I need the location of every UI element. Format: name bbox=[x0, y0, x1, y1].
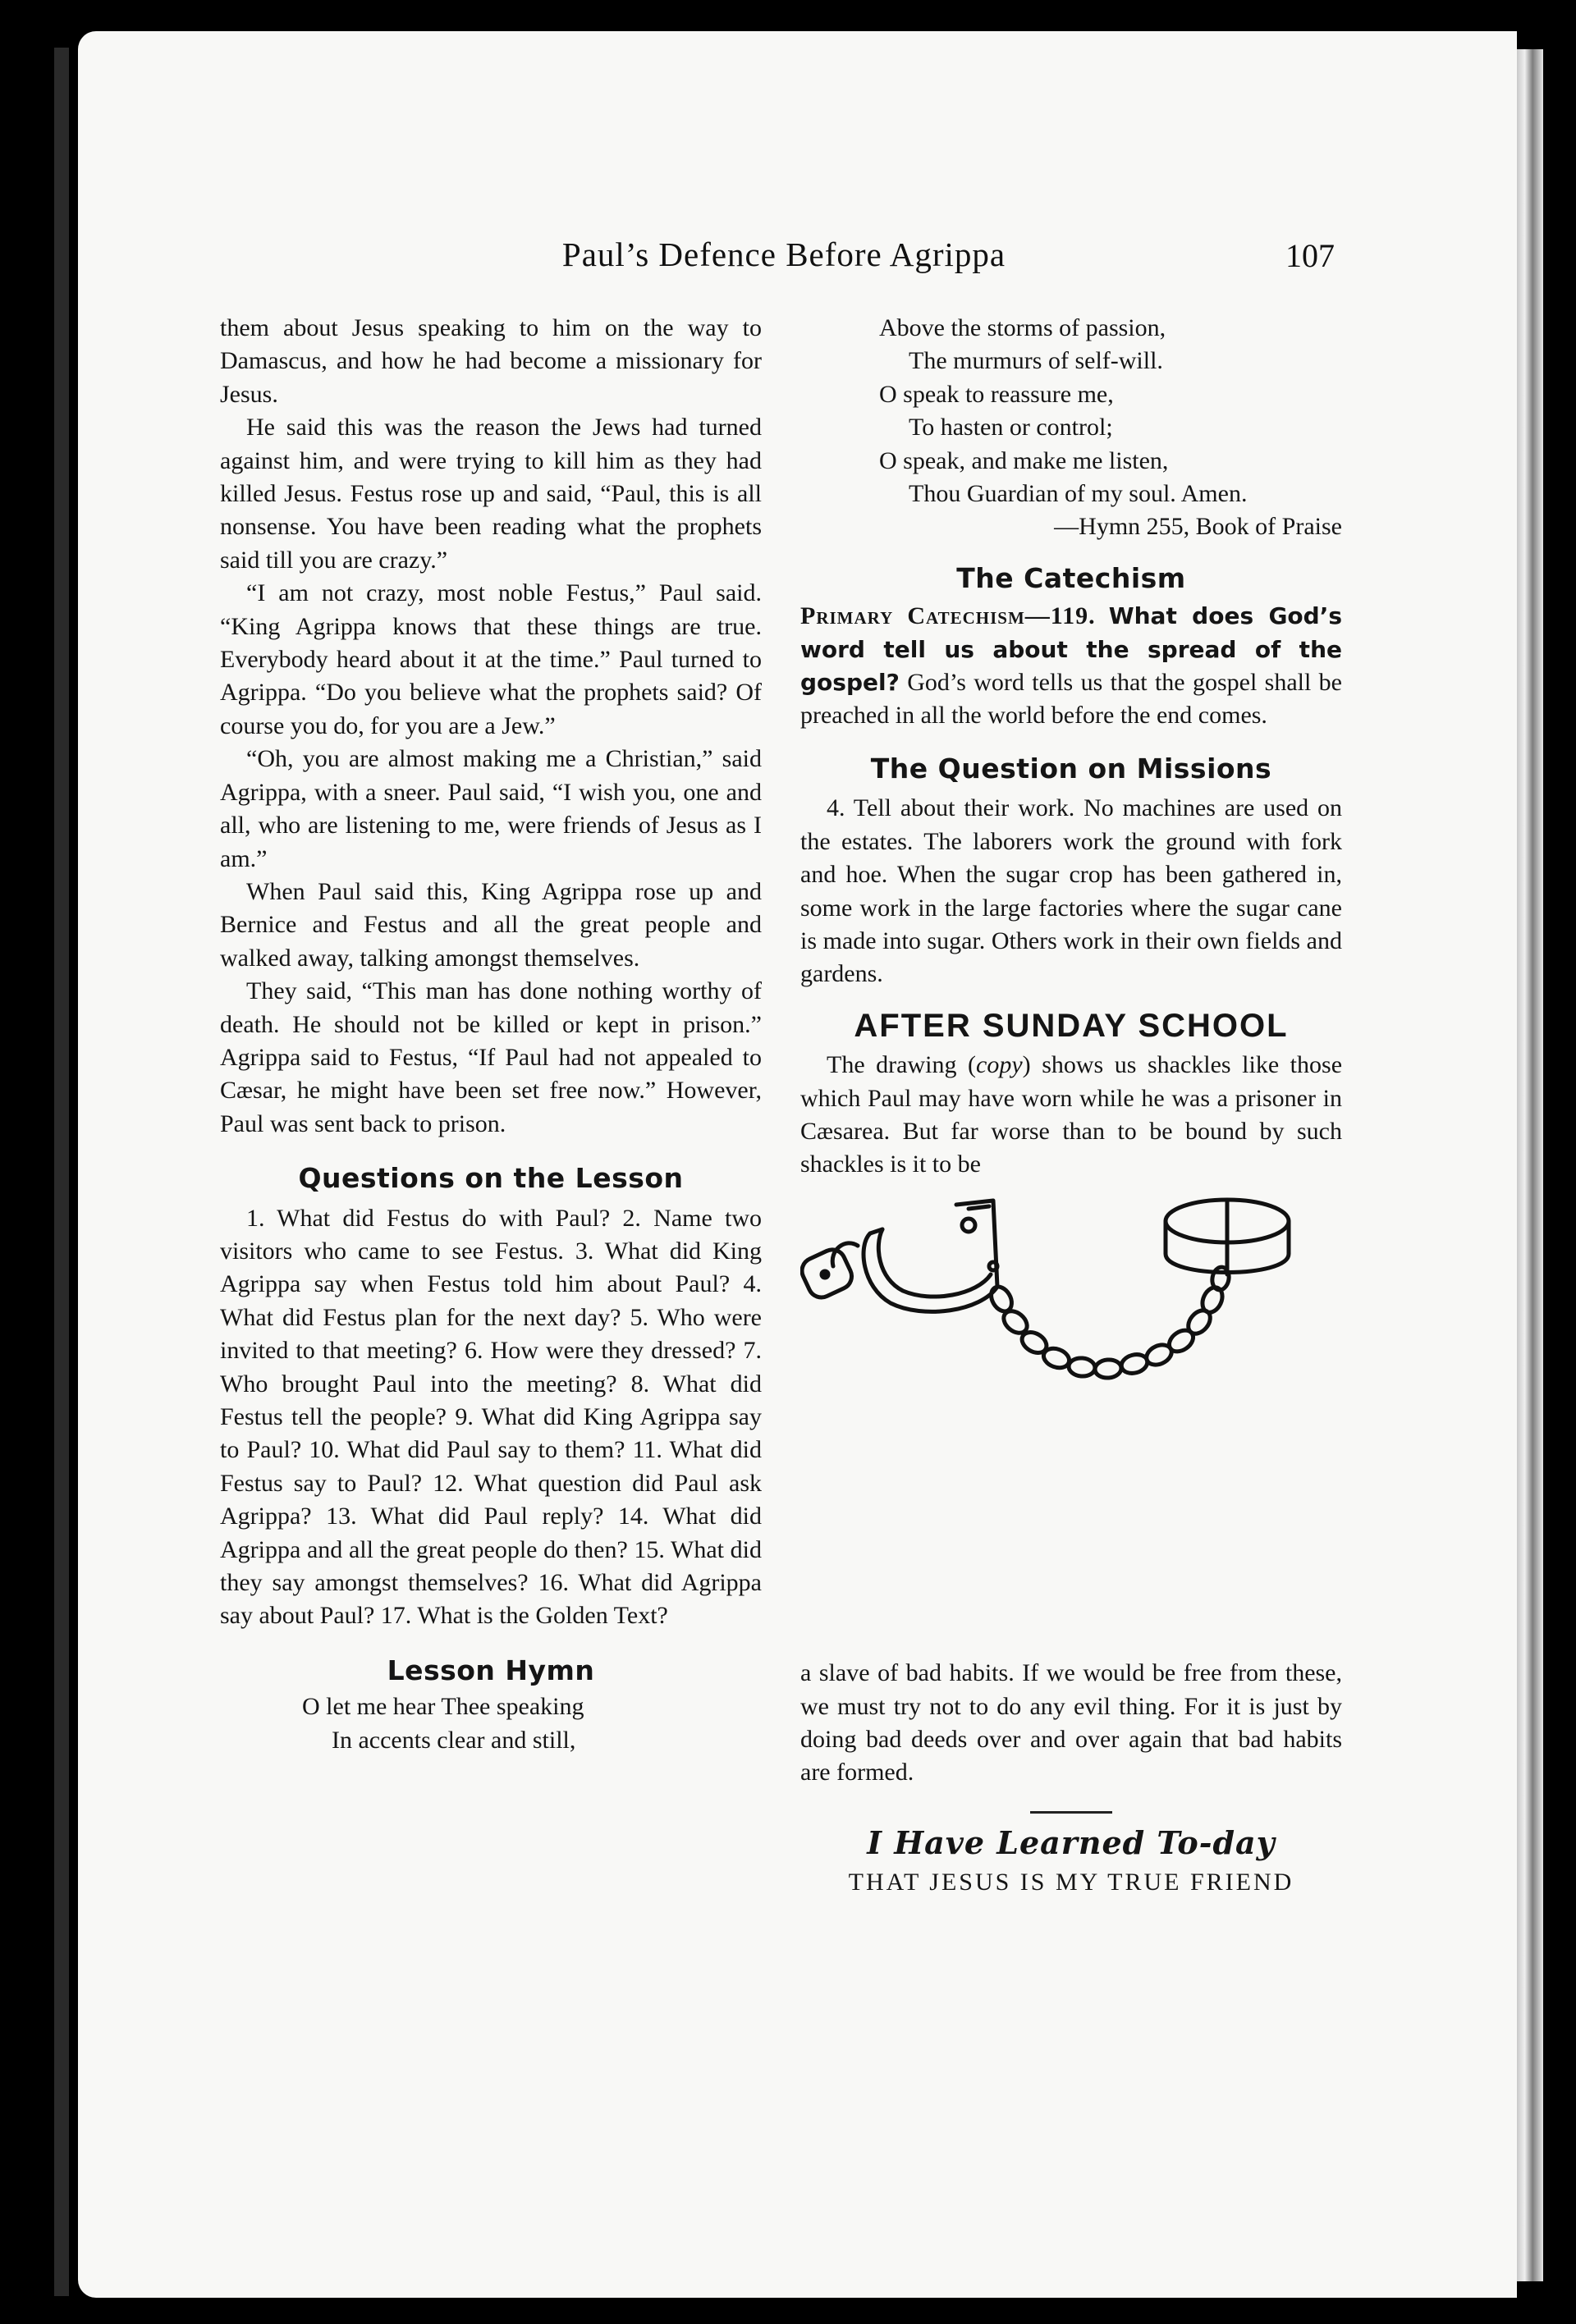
after-text-part: ) shows us shackles like those which Paul may have worn while he was a prisoner in Cæsarea. But far worse than to be bound by such shackles is it to be bbox=[800, 1051, 1343, 1178]
paragraph: They said, “This man has done nothing worthy of death. He should not be killed or kept in prison.” Agrippa said to Festus, “If Paul had not appealed to Cæsar, he might have been set free now.” However, Paul was sent back to prison. bbox=[220, 977, 762, 1137]
hymn-line: O let me hear Thee speaking bbox=[302, 1693, 584, 1721]
paragraph: them about Jesus speaking to him on the way to Damascus, and how he had become a missionary for Jesus. bbox=[220, 314, 762, 408]
book-spine-shadow bbox=[54, 48, 69, 2296]
hymn-line: The murmurs of self-will. bbox=[909, 347, 1163, 375]
after-text bbox=[800, 1049, 1342, 1182]
learned-heading: I Have Learned To-day bbox=[867, 1823, 1276, 1861]
after-text-part: The drawing ( bbox=[827, 1051, 977, 1079]
catechism-label: Primary Catechism—119. bbox=[800, 602, 1096, 630]
catechism-question: What does God’s word tell us about the spread of the gospel? bbox=[800, 602, 1343, 697]
lesson-hymn-heading: Lesson Hymn bbox=[387, 1654, 595, 1686]
hymn-line: O speak, and make me listen, bbox=[879, 446, 1169, 474]
hymn-line: O speak to reassure me, bbox=[879, 380, 1114, 408]
hymn-line: Above the storms of passion, bbox=[879, 314, 1166, 341]
illustration-space bbox=[800, 1411, 1342, 1657]
missions-heading: The Question on Missions bbox=[870, 752, 1272, 785]
page-number: 107 bbox=[1285, 237, 1335, 274]
divider bbox=[1030, 1811, 1112, 1814]
page-edge bbox=[1517, 49, 1543, 2281]
hymn-verse bbox=[220, 1690, 762, 1757]
missions-text: 4. Tell about their work. No machines are used on the estates. The laborers work the ground with fork and hoe. When the sugar crop has been gathered in, some work in the large factories where the sugar cane is made into sugar. Others work in their own fields and gardens. bbox=[800, 794, 1342, 988]
paragraph: He said this was the reason the Jews had turned against him, and were trying to kill him as they had killed Jesus. Festus rose up and said, “Paul, this is all nonsense. You have been reading what the prophets said till you are crazy.” bbox=[220, 414, 762, 574]
catechism-answer: God’s word tells us that the gospel shall be preached in all the world before the end comes. bbox=[800, 669, 1342, 730]
after-sunday-school-heading: AFTER SUNDAY SCHOOL bbox=[854, 1007, 1289, 1044]
after-text-continued: a slave of bad habits. If we would be free from these, we must try not to do any evil thing. For it is just by doing bad deeds over and over again that bad habits are formed. bbox=[800, 1659, 1342, 1786]
questions-heading: Questions on the Lesson bbox=[298, 1162, 684, 1195]
shackles-illustration bbox=[800, 1188, 1342, 1402]
catechism-heading: The Catechism bbox=[956, 561, 1186, 594]
hymn-line: Thou Guardian of my soul. Amen. bbox=[909, 480, 1248, 508]
after-text-emphasis: copy bbox=[976, 1051, 1023, 1079]
running-title: Paul’s Defence Before Agrippa bbox=[561, 236, 1006, 273]
hymn-line: In accents clear and still, bbox=[332, 1726, 576, 1754]
paragraph: When Paul said this, King Agrippa rose up and Bernice and Festus and all the great people and walked away, talking amongst themselves. bbox=[220, 877, 762, 972]
learned-text: THAT JESUS IS MY TRUE FRIEND bbox=[848, 1869, 1294, 1896]
hymn-line: To hasten or control; bbox=[909, 414, 1113, 441]
hymn-verse bbox=[800, 312, 1342, 510]
catechism-text bbox=[800, 600, 1342, 733]
paragraph: “I am not crazy, most noble Festus,” Paul said. “King Agrippa knows that these things are true. Everybody heard about it at the time.” Paul turned to Agrippa. “Do you believe what the prophets said? Of course you do, for you are a Jew.” bbox=[220, 579, 762, 739]
questions-text: 1. What did Festus do with Paul? 2. Name two visitors who came to see Festus. 3. What did King Agrippa say when Festus told him about Paul? 4. What did Festus plan for the next day? 5. Who were invited to that meeting? 6. How were they dressed? 7. Who brought Paul into the meeting? 8. What did Festus tell the people? 9. What did King Agrippa say to Paul? 10. What did Paul say to them? 11. What did Festus say to Paul? 12. What question did Paul ask Agrippa? 13. What did Paul reply? 14. What did Agrippa and all the great people do then? 15. What did they say amongst themselves? 16. What did Agrippa say about Paul? 17. What is the Golden Text? bbox=[220, 1204, 762, 1630]
right-column bbox=[800, 312, 1342, 1900]
left-column bbox=[220, 312, 762, 1757]
hymn-source: —Hymn 255, Book of Praise bbox=[1054, 513, 1342, 541]
paragraph: “Oh, you are almost making me a Christian,” said Agrippa, with a sneer. Paul said, “I wish you, one and all, who are listening to me, were friends of Jesus as I am.” bbox=[220, 745, 762, 872]
